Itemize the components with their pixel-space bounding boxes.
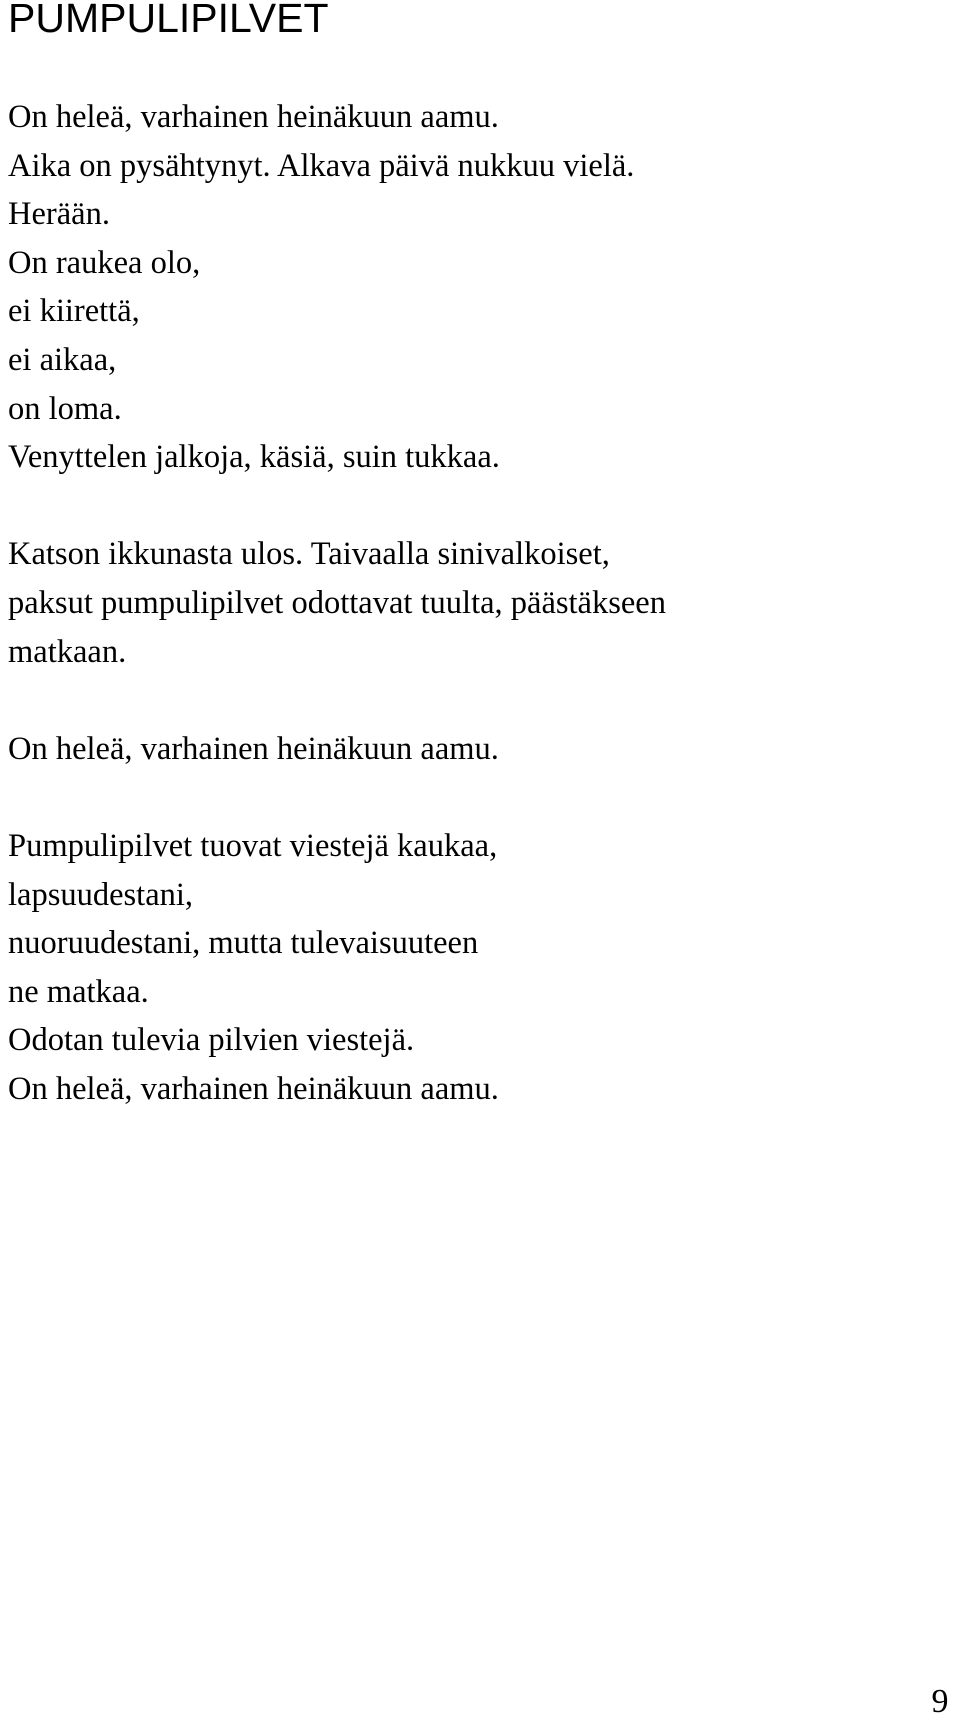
poem-line: ne matkaa. — [8, 973, 149, 1010]
poem-title: PUMPULIPILVET — [8, 0, 329, 41]
stanza — [8, 93, 666, 482]
poem-line: on loma. — [8, 390, 122, 427]
stanza-gap — [8, 482, 666, 531]
poem-body — [8, 93, 666, 1113]
stanza — [8, 822, 666, 1114]
poem-line: lapsuudestani, — [8, 876, 194, 913]
poem-line: On heleä, varhainen heinäkuun aamu. — [8, 1070, 499, 1107]
poem-line: Venyttelen jalkoja, käsiä, suin tukkaa. — [8, 439, 500, 476]
poem-line: On heleä, varhainen heinäkuun aamu. — [8, 99, 499, 135]
poem-line: On heleä, varhainen heinäkuun aamu. — [8, 730, 499, 767]
poem-line: Odotan tulevia pilvien viestejä. — [8, 1022, 415, 1059]
poem-line: On raukea olo, — [8, 244, 201, 281]
page-number: 9 — [931, 1683, 949, 1720]
poem-line: ei aikaa, — [8, 341, 117, 378]
poem-line: Pumpulipilvet tuovat viestejä kaukaa, — [8, 827, 498, 864]
poem-line: ei kiirettä, — [8, 293, 140, 330]
stanza-gap — [8, 773, 666, 822]
poem-line: nuoruudestani, mutta tulevaisuuteen — [8, 925, 479, 962]
stanza-gap — [8, 676, 666, 725]
stanza — [8, 725, 666, 774]
poem-line: Katson ikkunasta ulos. Taivaalla sinivalkoiset, — [8, 536, 610, 573]
poem-line: matkaan. — [8, 633, 127, 670]
stanza — [8, 530, 666, 676]
poem-line: paksut pumpulipilvet odottavat tuulta, päästäkseen — [8, 584, 666, 621]
poem-line: Herään. — [8, 196, 110, 233]
poem-line: Aika on pysähtynyt. Alkava päivä nukkuu vielä. — [8, 147, 635, 184]
